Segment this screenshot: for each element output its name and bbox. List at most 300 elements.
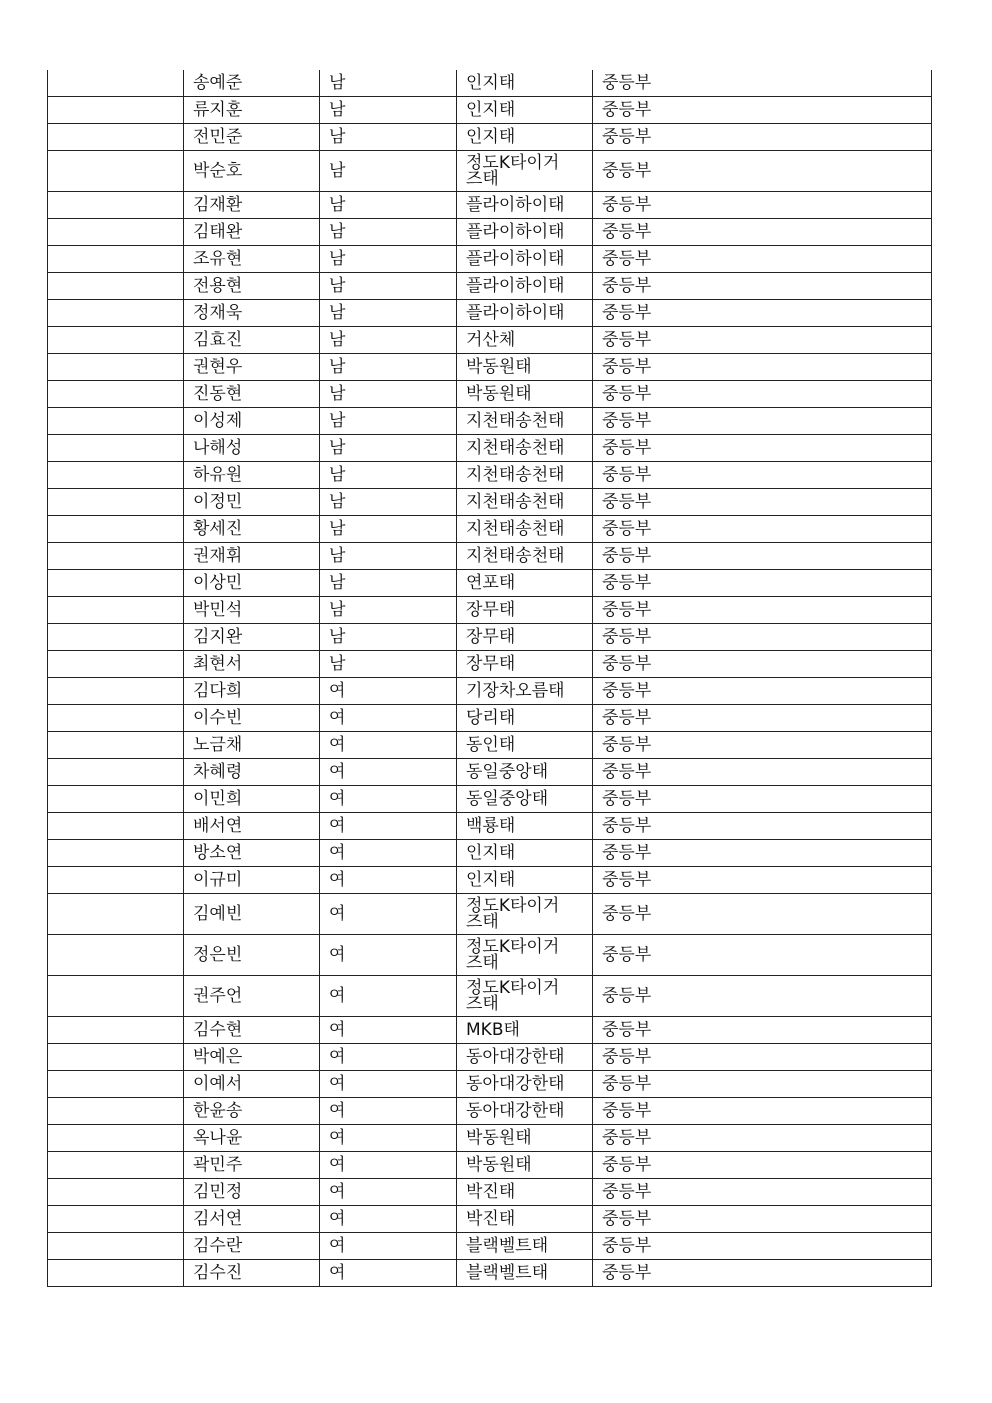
number-cell [48, 759, 184, 786]
name-cell: 박예은 [184, 1044, 320, 1071]
club-cell [457, 70, 593, 97]
club-label: 정도K타이거즈태 [466, 937, 560, 973]
club-label: 플라이하이태 [466, 249, 565, 269]
name-cell: 방소연 [184, 840, 320, 867]
division-cell: 중등부 [593, 300, 932, 327]
number-cell [48, 219, 184, 246]
club-cell [457, 732, 593, 759]
division-cell: 중등부 [593, 1017, 932, 1044]
table-row [48, 489, 932, 516]
division-cell: 중등부 [593, 786, 932, 813]
club-cell [457, 354, 593, 381]
number-cell [48, 1233, 184, 1260]
roster-body [48, 70, 932, 1287]
name-cell: 송예준 [184, 70, 320, 97]
division-cell: 중등부 [593, 246, 932, 273]
club-cell [457, 935, 593, 976]
club-label: 연포태 [466, 573, 516, 593]
division-cell: 중등부 [593, 1179, 932, 1206]
club-cell [457, 435, 593, 462]
number-cell [48, 192, 184, 219]
number-cell [48, 867, 184, 894]
table-row [48, 462, 932, 489]
table-row [48, 1044, 932, 1071]
division-cell: 중등부 [593, 867, 932, 894]
name-cell: 김예빈 [184, 894, 320, 935]
division-cell: 중등부 [593, 489, 932, 516]
name-cell: 한윤송 [184, 1098, 320, 1125]
name-cell: 권재휘 [184, 543, 320, 570]
club-label: 정도K타이거즈태 [466, 153, 560, 189]
club-label: 거산체 [466, 330, 516, 350]
club-label: 장무태 [466, 627, 516, 647]
name-cell: 하유원 [184, 462, 320, 489]
club-cell [457, 489, 593, 516]
club-cell [457, 570, 593, 597]
number-cell [48, 381, 184, 408]
number-cell [48, 1125, 184, 1152]
division-cell: 중등부 [593, 327, 932, 354]
table-row [48, 70, 932, 97]
club-label: 지천태송천태 [466, 492, 565, 512]
division-cell: 중등부 [593, 1152, 932, 1179]
table-row [48, 1098, 932, 1125]
club-cell [457, 1071, 593, 1098]
number-cell [48, 678, 184, 705]
gender-cell: 여 [320, 1206, 457, 1233]
number-cell [48, 1179, 184, 1206]
table-row [48, 1071, 932, 1098]
gender-cell: 남 [320, 192, 457, 219]
gender-cell: 여 [320, 732, 457, 759]
gender-cell: 남 [320, 354, 457, 381]
club-label: 지천태송천태 [466, 546, 565, 566]
gender-cell: 여 [320, 759, 457, 786]
name-cell: 이예서 [184, 1071, 320, 1098]
table-row [48, 124, 932, 151]
club-label: 플라이하이태 [466, 195, 565, 215]
division-cell: 중등부 [593, 192, 932, 219]
number-cell [48, 300, 184, 327]
club-cell [457, 543, 593, 570]
table-row [48, 192, 932, 219]
table-row [48, 976, 932, 1017]
club-label: 정도K타이거즈태 [466, 978, 560, 1014]
club-label: 장무태 [466, 600, 516, 620]
division-cell: 중등부 [593, 651, 932, 678]
club-cell [457, 651, 593, 678]
club-label: 인지태 [466, 100, 516, 120]
division-cell: 중등부 [593, 1206, 932, 1233]
club-label: 블랙벨트태 [466, 1263, 549, 1283]
number-cell [48, 976, 184, 1017]
name-cell: 곽민주 [184, 1152, 320, 1179]
club-label: MKB태 [466, 1020, 520, 1040]
name-cell: 이수빈 [184, 705, 320, 732]
number-cell [48, 273, 184, 300]
division-cell: 중등부 [593, 70, 932, 97]
number-cell [48, 516, 184, 543]
gender-cell: 여 [320, 840, 457, 867]
number-cell [48, 462, 184, 489]
club-cell [457, 840, 593, 867]
table-row [48, 813, 932, 840]
gender-cell: 남 [320, 489, 457, 516]
club-label: 인지태 [466, 870, 516, 890]
table-row [48, 543, 932, 570]
number-cell [48, 840, 184, 867]
name-cell: 김다희 [184, 678, 320, 705]
name-cell: 김태완 [184, 219, 320, 246]
table-row [48, 300, 932, 327]
table-row [48, 678, 932, 705]
gender-cell: 남 [320, 651, 457, 678]
division-cell: 중등부 [593, 1260, 932, 1287]
gender-cell: 남 [320, 300, 457, 327]
number-cell [48, 151, 184, 192]
name-cell: 이규미 [184, 867, 320, 894]
gender-cell: 남 [320, 408, 457, 435]
table-row [48, 1260, 932, 1287]
gender-cell: 남 [320, 624, 457, 651]
table-row [48, 1152, 932, 1179]
club-label: 박진태 [466, 1182, 516, 1202]
club-cell [457, 1233, 593, 1260]
name-cell: 나해성 [184, 435, 320, 462]
club-cell [457, 759, 593, 786]
gender-cell: 남 [320, 462, 457, 489]
number-cell [48, 1017, 184, 1044]
gender-cell: 여 [320, 1017, 457, 1044]
name-cell: 권현우 [184, 354, 320, 381]
club-cell [457, 1017, 593, 1044]
table-row [48, 246, 932, 273]
number-cell [48, 435, 184, 462]
name-cell: 김수현 [184, 1017, 320, 1044]
club-cell [457, 1125, 593, 1152]
club-label: 박동원태 [466, 1128, 532, 1148]
table-row [48, 867, 932, 894]
name-cell: 정재욱 [184, 300, 320, 327]
gender-cell: 남 [320, 435, 457, 462]
club-cell [457, 813, 593, 840]
table-row [48, 516, 932, 543]
number-cell [48, 327, 184, 354]
name-cell: 박순호 [184, 151, 320, 192]
club-label: 장무태 [466, 654, 516, 674]
club-label: 인지태 [466, 843, 516, 863]
number-cell [48, 354, 184, 381]
name-cell: 김민정 [184, 1179, 320, 1206]
name-cell: 류지훈 [184, 97, 320, 124]
club-label: 정도K타이거즈태 [466, 896, 560, 932]
gender-cell: 남 [320, 570, 457, 597]
gender-cell: 여 [320, 1152, 457, 1179]
gender-cell: 남 [320, 97, 457, 124]
division-cell: 중등부 [593, 1098, 932, 1125]
gender-cell: 여 [320, 894, 457, 935]
division-cell: 중등부 [593, 1233, 932, 1260]
table-row [48, 732, 932, 759]
club-cell [457, 246, 593, 273]
gender-cell: 여 [320, 1179, 457, 1206]
table-row [48, 894, 932, 935]
gender-cell: 여 [320, 705, 457, 732]
club-label: 박동원태 [466, 384, 532, 404]
club-label: 동아대강한태 [466, 1047, 565, 1067]
table-row [48, 935, 932, 976]
club-label: 박동원태 [466, 357, 532, 377]
number-cell [48, 1044, 184, 1071]
club-label: 백룡태 [466, 816, 516, 836]
club-cell [457, 894, 593, 935]
club-cell [457, 597, 593, 624]
gender-cell: 남 [320, 516, 457, 543]
gender-cell: 남 [320, 219, 457, 246]
division-cell: 중등부 [593, 151, 932, 192]
gender-cell: 남 [320, 70, 457, 97]
club-cell [457, 786, 593, 813]
table-row [48, 354, 932, 381]
number-cell [48, 813, 184, 840]
club-cell [457, 624, 593, 651]
club-cell [457, 219, 593, 246]
name-cell: 김수란 [184, 1233, 320, 1260]
division-cell: 중등부 [593, 705, 932, 732]
gender-cell: 남 [320, 124, 457, 151]
number-cell [48, 543, 184, 570]
table-row [48, 327, 932, 354]
name-cell: 박민석 [184, 597, 320, 624]
division-cell: 중등부 [593, 381, 932, 408]
table-row [48, 1206, 932, 1233]
division-cell: 중등부 [593, 273, 932, 300]
number-cell [48, 246, 184, 273]
gender-cell: 여 [320, 935, 457, 976]
number-cell [48, 570, 184, 597]
name-cell: 최현서 [184, 651, 320, 678]
number-cell [48, 70, 184, 97]
roster-sheet [47, 70, 931, 1287]
number-cell [48, 786, 184, 813]
gender-cell: 여 [320, 813, 457, 840]
club-cell [457, 705, 593, 732]
club-cell [457, 462, 593, 489]
table-row [48, 408, 932, 435]
table-row [48, 597, 932, 624]
club-label: 동인태 [466, 735, 516, 755]
club-cell [457, 1152, 593, 1179]
table-row [48, 1233, 932, 1260]
gender-cell: 남 [320, 381, 457, 408]
name-cell: 정은빈 [184, 935, 320, 976]
name-cell: 조유현 [184, 246, 320, 273]
name-cell: 노금채 [184, 732, 320, 759]
club-cell [457, 124, 593, 151]
division-cell: 중등부 [593, 813, 932, 840]
gender-cell: 여 [320, 1260, 457, 1287]
table-row [48, 840, 932, 867]
division-cell: 중등부 [593, 935, 932, 976]
club-cell [457, 97, 593, 124]
table-row [48, 97, 932, 124]
table-row [48, 1125, 932, 1152]
division-cell: 중등부 [593, 1044, 932, 1071]
division-cell: 중등부 [593, 732, 932, 759]
gender-cell: 여 [320, 867, 457, 894]
club-label: 블랙벨트태 [466, 1236, 549, 1256]
table-row [48, 651, 932, 678]
gender-cell: 여 [320, 678, 457, 705]
division-cell: 중등부 [593, 840, 932, 867]
name-cell: 차혜령 [184, 759, 320, 786]
division-cell: 중등부 [593, 624, 932, 651]
division-cell: 중등부 [593, 597, 932, 624]
club-cell [457, 1179, 593, 1206]
number-cell [48, 705, 184, 732]
name-cell: 이민희 [184, 786, 320, 813]
division-cell: 중등부 [593, 1071, 932, 1098]
division-cell: 중등부 [593, 759, 932, 786]
name-cell: 김수진 [184, 1260, 320, 1287]
name-cell: 배서연 [184, 813, 320, 840]
name-cell: 전민준 [184, 124, 320, 151]
gender-cell: 여 [320, 786, 457, 813]
name-cell: 진동현 [184, 381, 320, 408]
number-cell [48, 597, 184, 624]
club-cell [457, 516, 593, 543]
table-row [48, 273, 932, 300]
name-cell: 이정민 [184, 489, 320, 516]
club-label: 인지태 [466, 73, 516, 93]
table-row [48, 624, 932, 651]
division-cell: 중등부 [593, 219, 932, 246]
gender-cell: 여 [320, 1071, 457, 1098]
club-cell [457, 1098, 593, 1125]
division-cell: 중등부 [593, 354, 932, 381]
division-cell: 중등부 [593, 97, 932, 124]
division-cell: 중등부 [593, 543, 932, 570]
table-row [48, 1017, 932, 1044]
club-label: 지천태송천태 [466, 438, 565, 458]
division-cell: 중등부 [593, 894, 932, 935]
gender-cell: 남 [320, 597, 457, 624]
club-label: 동일중앙태 [466, 762, 549, 782]
gender-cell: 남 [320, 543, 457, 570]
division-cell: 중등부 [593, 678, 932, 705]
number-cell [48, 1206, 184, 1233]
club-cell [457, 192, 593, 219]
club-cell [457, 976, 593, 1017]
club-label: 박진태 [466, 1209, 516, 1229]
roster-table [47, 70, 932, 1287]
number-cell [48, 624, 184, 651]
number-cell [48, 651, 184, 678]
club-cell [457, 273, 593, 300]
gender-cell: 여 [320, 976, 457, 1017]
gender-cell: 여 [320, 1125, 457, 1152]
division-cell: 중등부 [593, 408, 932, 435]
number-cell [48, 408, 184, 435]
number-cell [48, 1098, 184, 1125]
division-cell: 중등부 [593, 516, 932, 543]
club-cell [457, 327, 593, 354]
name-cell: 전용현 [184, 273, 320, 300]
club-cell [457, 1260, 593, 1287]
club-label: 인지태 [466, 127, 516, 147]
table-row [48, 435, 932, 462]
table-row [48, 151, 932, 192]
club-label: 기장차오름태 [466, 681, 565, 701]
name-cell: 옥나윤 [184, 1125, 320, 1152]
number-cell [48, 1071, 184, 1098]
club-cell [457, 381, 593, 408]
club-cell [457, 678, 593, 705]
division-cell: 중등부 [593, 124, 932, 151]
club-label: 동아대강한태 [466, 1101, 565, 1121]
division-cell: 중등부 [593, 570, 932, 597]
club-cell [457, 408, 593, 435]
name-cell: 이성제 [184, 408, 320, 435]
gender-cell: 남 [320, 151, 457, 192]
club-label: 동아대강한태 [466, 1074, 565, 1094]
table-row [48, 381, 932, 408]
club-label: 지천태송천태 [466, 519, 565, 539]
name-cell: 김지완 [184, 624, 320, 651]
name-cell: 권주언 [184, 976, 320, 1017]
club-label: 박동원태 [466, 1155, 532, 1175]
club-label: 플라이하이태 [466, 303, 565, 323]
club-label: 플라이하이태 [466, 222, 565, 242]
club-label: 지천태송천태 [466, 465, 565, 485]
number-cell [48, 1152, 184, 1179]
number-cell [48, 1260, 184, 1287]
club-cell [457, 1206, 593, 1233]
number-cell [48, 97, 184, 124]
club-label: 지천태송천태 [466, 411, 565, 431]
table-row [48, 219, 932, 246]
number-cell [48, 732, 184, 759]
club-label: 플라이하이태 [466, 276, 565, 296]
gender-cell: 여 [320, 1098, 457, 1125]
table-row [48, 570, 932, 597]
number-cell [48, 894, 184, 935]
club-cell [457, 300, 593, 327]
gender-cell: 남 [320, 273, 457, 300]
gender-cell: 여 [320, 1044, 457, 1071]
table-row [48, 1179, 932, 1206]
name-cell: 김재환 [184, 192, 320, 219]
gender-cell: 남 [320, 246, 457, 273]
name-cell: 황세진 [184, 516, 320, 543]
club-label: 동일중앙태 [466, 789, 549, 809]
name-cell: 이상민 [184, 570, 320, 597]
club-cell [457, 1044, 593, 1071]
division-cell: 중등부 [593, 462, 932, 489]
gender-cell: 여 [320, 1233, 457, 1260]
name-cell: 김서연 [184, 1206, 320, 1233]
club-cell [457, 151, 593, 192]
division-cell: 중등부 [593, 976, 932, 1017]
club-label: 당리태 [466, 708, 516, 728]
division-cell: 중등부 [593, 435, 932, 462]
name-cell: 김효진 [184, 327, 320, 354]
gender-cell: 남 [320, 327, 457, 354]
table-row [48, 705, 932, 732]
division-cell: 중등부 [593, 1125, 932, 1152]
number-cell [48, 124, 184, 151]
table-row [48, 786, 932, 813]
